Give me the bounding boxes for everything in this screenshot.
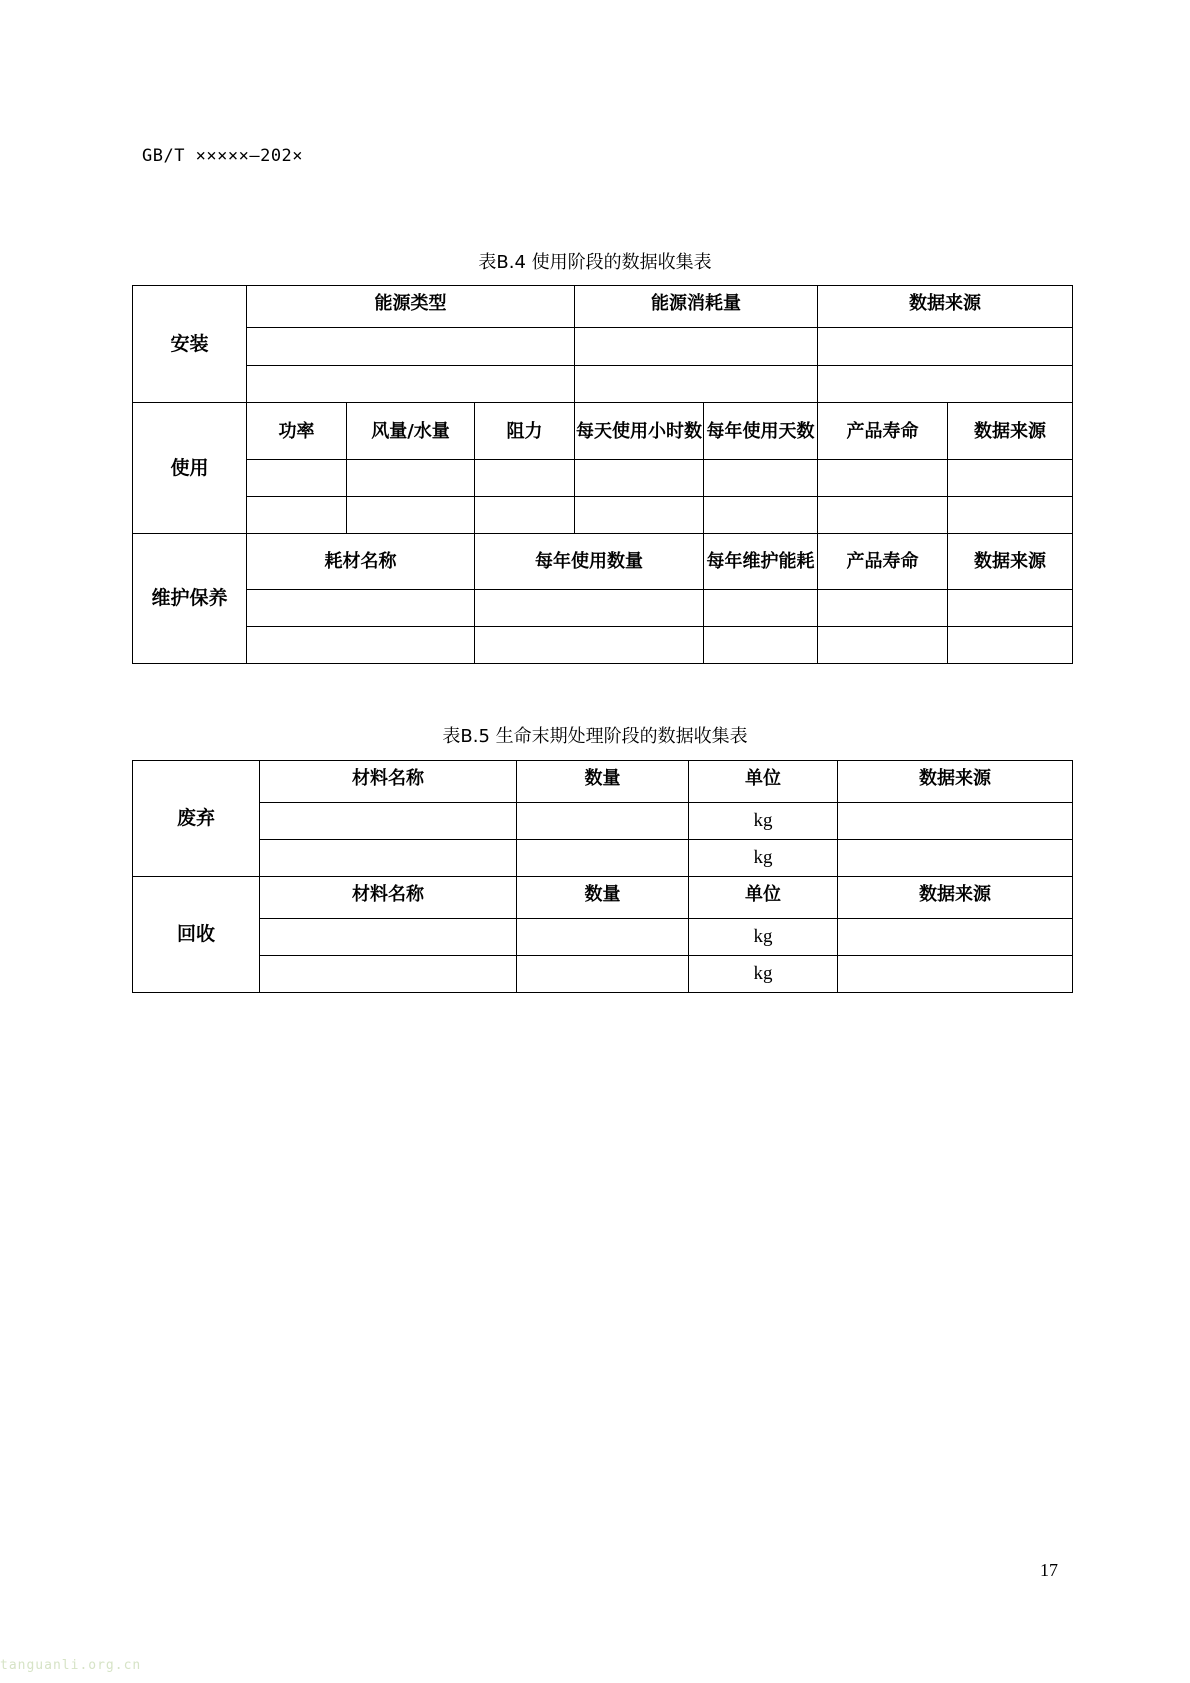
table-cell <box>818 328 1073 366</box>
table-b5-caption: 表B.5 生命末期处理阶段的数据收集表 <box>442 726 748 747</box>
header-unit: 单位 <box>689 761 838 803</box>
stage-recycle: 回收 <box>133 877 260 993</box>
unit-cell: kg <box>689 803 838 840</box>
header-data-source: 数据来源 <box>948 534 1073 590</box>
header-quantity: 数量 <box>517 761 689 803</box>
table-cell <box>475 460 575 497</box>
header-quantity: 数量 <box>517 877 689 919</box>
table-cell <box>838 840 1073 877</box>
unit-cell: kg <box>689 956 838 993</box>
table-cell <box>948 627 1073 664</box>
table-cell <box>704 497 818 534</box>
table-cell <box>247 366 575 403</box>
table-cell <box>247 460 347 497</box>
stage-use: 使用 <box>133 403 247 534</box>
document-code: GB/T ×××××—202× <box>142 146 304 166</box>
table-cell <box>475 497 575 534</box>
header-data-source: 数据来源 <box>948 403 1073 460</box>
table-cell <box>704 590 818 627</box>
watermark-text: tanguanli.org.cn <box>0 1658 142 1673</box>
page-number: 17 <box>1040 1560 1058 1580</box>
header-material-name: 材料名称 <box>260 761 517 803</box>
header-consumable-name: 耗材名称 <box>247 534 475 590</box>
table-b4-caption: 表B.4 使用阶段的数据收集表 <box>478 252 712 273</box>
stage-maintenance: 维护保养 <box>133 534 247 664</box>
table-cell <box>517 803 689 840</box>
table-cell <box>260 840 517 877</box>
header-power: 功率 <box>247 403 347 460</box>
table-cell <box>475 590 704 627</box>
header-airflow-water: 风量/水量 <box>347 403 475 460</box>
table-cell <box>838 803 1073 840</box>
table-cell <box>260 919 517 956</box>
table-cell <box>818 366 1073 403</box>
table-cell <box>247 328 575 366</box>
table-cell <box>260 956 517 993</box>
table-cell <box>575 366 818 403</box>
table-cell <box>517 840 689 877</box>
header-daily-hours: 每天使用小时数 <box>575 403 704 460</box>
table-cell <box>517 919 689 956</box>
header-unit: 单位 <box>689 877 838 919</box>
table-cell <box>517 956 689 993</box>
table-cell <box>818 460 948 497</box>
table-cell <box>347 460 475 497</box>
table-cell <box>260 803 517 840</box>
table-cell <box>818 497 948 534</box>
table-cell <box>704 627 818 664</box>
header-product-life: 产品寿命 <box>818 403 948 460</box>
table-cell <box>704 460 818 497</box>
table-cell <box>838 919 1073 956</box>
table-cell <box>575 497 704 534</box>
table-cell <box>347 497 475 534</box>
unit-cell: kg <box>689 840 838 877</box>
stage-disposal: 废弃 <box>133 761 260 877</box>
header-data-source: 数据来源 <box>838 761 1073 803</box>
table-cell <box>475 627 704 664</box>
header-product-life: 产品寿命 <box>818 534 948 590</box>
table-cell <box>948 497 1073 534</box>
table-cell <box>247 497 347 534</box>
table-b5 <box>132 760 1073 993</box>
table-cell <box>575 460 704 497</box>
header-resistance: 阻力 <box>475 403 575 460</box>
table-cell <box>948 460 1073 497</box>
header-annual-maintenance-energy: 每年维护能耗 <box>704 534 818 590</box>
table-cell <box>575 328 818 366</box>
header-energy-consumption: 能源消耗量 <box>575 286 818 328</box>
table-cell <box>838 956 1073 993</box>
table-cell <box>818 590 948 627</box>
table-cell <box>247 627 475 664</box>
header-annual-days: 每年使用天数 <box>704 403 818 460</box>
table-cell <box>818 627 948 664</box>
header-material-name: 材料名称 <box>260 877 517 919</box>
table-cell <box>247 590 475 627</box>
header-annual-quantity: 每年使用数量 <box>475 534 704 590</box>
header-energy-type: 能源类型 <box>247 286 575 328</box>
header-data-source: 数据来源 <box>838 877 1073 919</box>
table-cell <box>948 590 1073 627</box>
unit-cell: kg <box>689 919 838 956</box>
stage-install: 安装 <box>133 286 247 403</box>
table-b4 <box>132 285 1073 664</box>
header-data-source: 数据来源 <box>818 286 1073 328</box>
